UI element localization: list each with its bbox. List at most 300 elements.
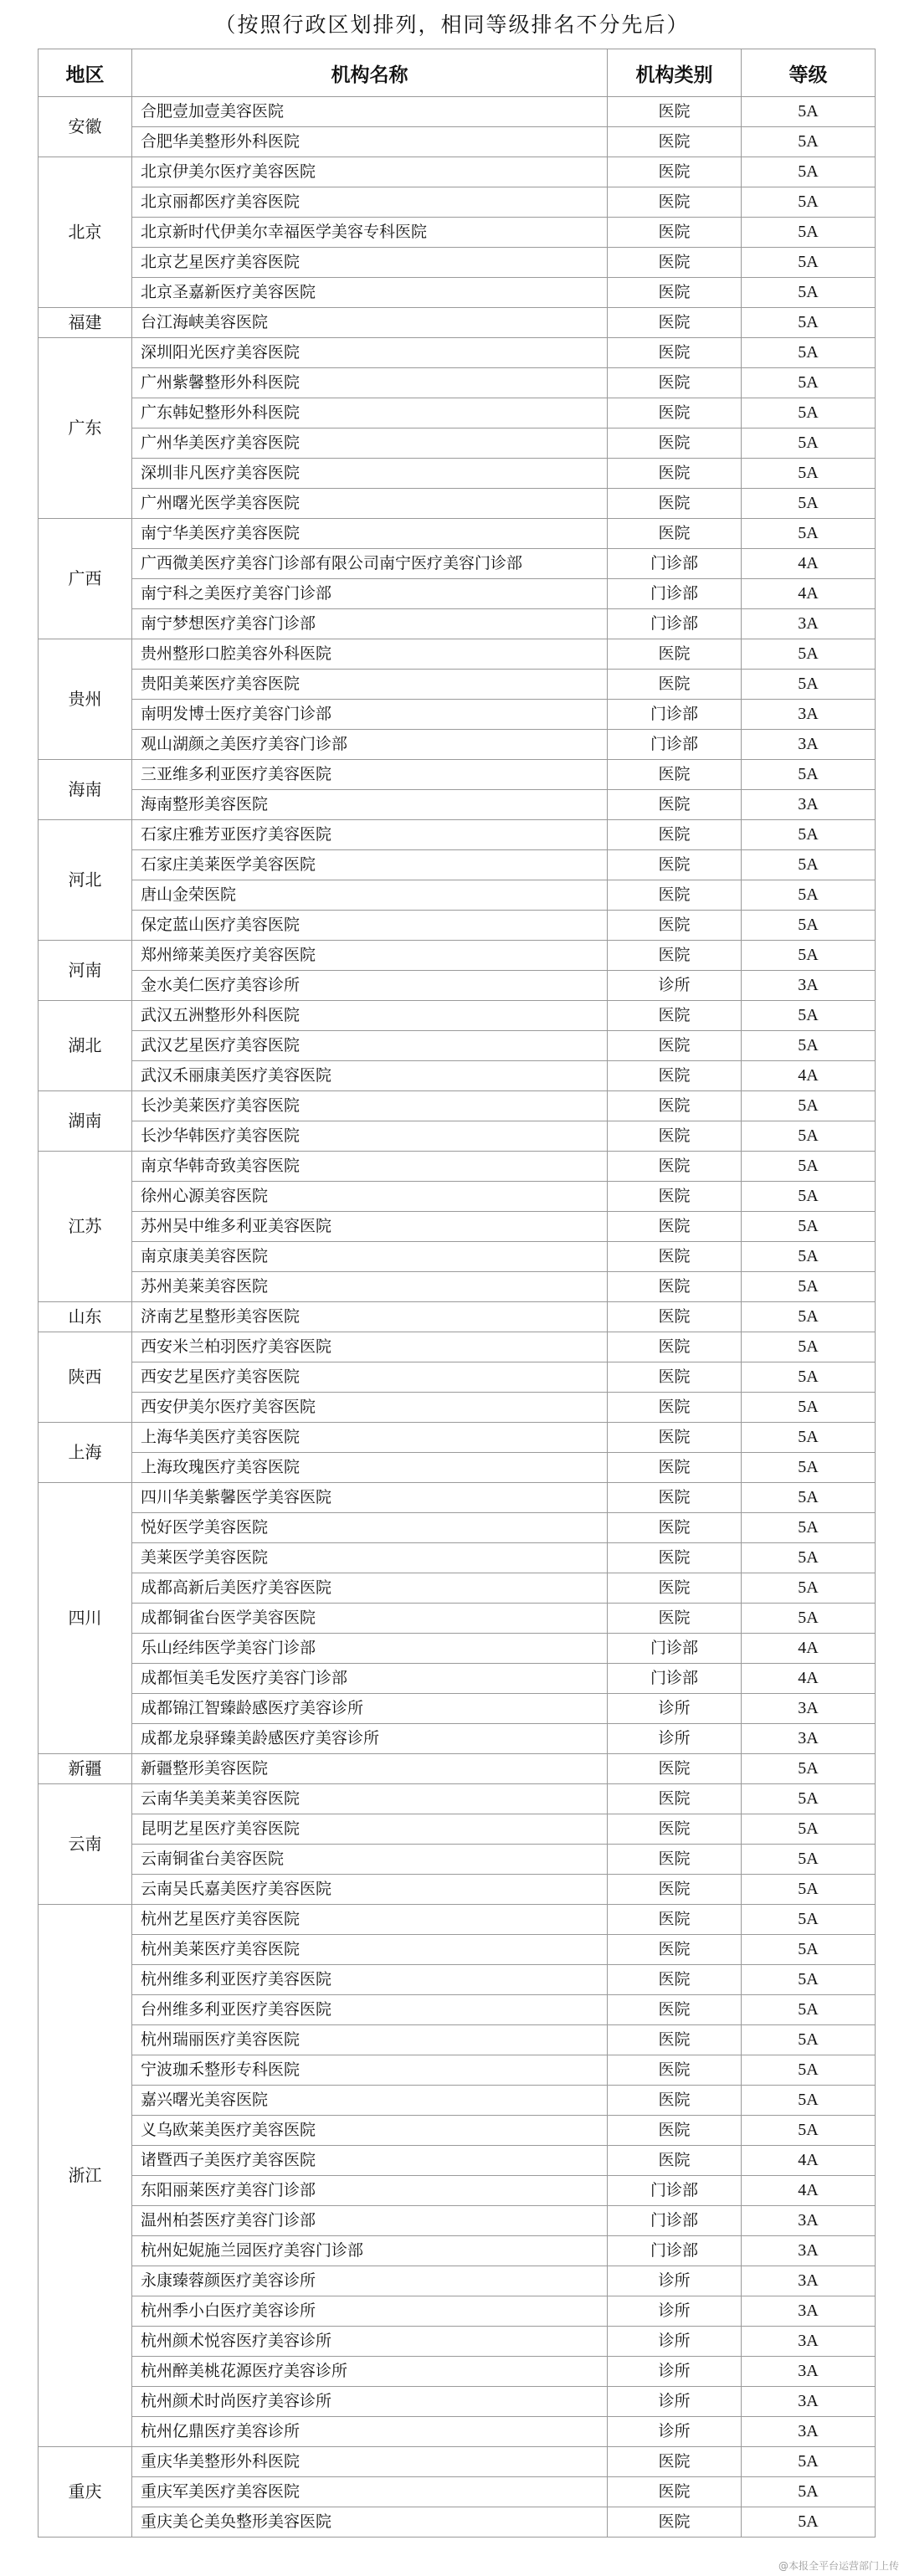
institution-type-cell: 门诊部: [608, 730, 742, 760]
grade-cell: 5A: [742, 1543, 876, 1573]
institution-name-cell: 杭州季小白医疗美容诊所: [132, 2296, 608, 2327]
institution-name-cell: 昆明艺星医疗美容医院: [132, 1814, 608, 1845]
grade-cell: 5A: [742, 1905, 876, 1935]
table-row: [39, 911, 876, 941]
institution-name-cell: 苏州吴中维多利亚美容医院: [132, 1212, 608, 1242]
grade-cell: 5A: [742, 127, 876, 157]
table-row: [39, 489, 876, 519]
institution-type-cell: 医院: [608, 308, 742, 338]
institution-name-cell: 北京圣嘉新医疗美容医院: [132, 278, 608, 308]
table-row: [39, 2236, 876, 2266]
table-row: [39, 549, 876, 579]
institution-type-cell: 医院: [608, 1031, 742, 1061]
institution-name-cell: 上海华美医疗美容医院: [132, 1423, 608, 1453]
region-cell: 上海: [39, 1423, 132, 1483]
table-row: [39, 1784, 876, 1814]
table-row: [39, 1935, 876, 1965]
region-cell: 广西: [39, 519, 132, 639]
institution-type-cell: 医院: [608, 820, 742, 850]
table-row: [39, 368, 876, 398]
institution-type-cell: 医院: [608, 850, 742, 880]
institution-type-cell: 医院: [608, 1362, 742, 1393]
table-row: [39, 1423, 876, 1453]
institution-type-cell: 医院: [608, 1513, 742, 1543]
grade-cell: 4A: [742, 2146, 876, 2176]
institution-type-cell: 医院: [608, 2116, 742, 2146]
institution-name-cell: 悦好医学美容医院: [132, 1513, 608, 1543]
grade-cell: 5A: [742, 398, 876, 428]
institution-name-cell: 嘉兴曙光美容医院: [132, 2086, 608, 2116]
grade-cell: 5A: [742, 368, 876, 398]
table-row: [39, 1272, 876, 1302]
institution-type-cell: 医院: [608, 1845, 742, 1875]
institution-name-cell: 上海玫瑰医疗美容医院: [132, 1453, 608, 1483]
institution-name-cell: 台州维多利亚医疗美容医院: [132, 1995, 608, 2025]
institution-name-cell: 台江海峡美容医院: [132, 308, 608, 338]
grade-cell: 5A: [742, 1362, 876, 1393]
table-row: [39, 2176, 876, 2206]
institution-type-cell: 医院: [608, 1061, 742, 1091]
institution-name-cell: 云南吴氏嘉美医疗美容医院: [132, 1875, 608, 1905]
table-row: [39, 2447, 876, 2477]
grade-cell: 5A: [742, 911, 876, 941]
institution-name-cell: 南京华韩奇致美容医院: [132, 1152, 608, 1182]
grade-cell: 5A: [742, 1814, 876, 1845]
institution-name-cell: 武汉五洲整形外科医院: [132, 1001, 608, 1031]
table-row: [39, 2477, 876, 2507]
table-row: [39, 2266, 876, 2296]
table-row: [39, 1694, 876, 1724]
institution-name-cell: 苏州美莱美容医院: [132, 1272, 608, 1302]
table-body: [39, 97, 876, 2538]
institution-type-cell: 医院: [608, 1393, 742, 1423]
grade-cell: 3A: [742, 2296, 876, 2327]
table-row: [39, 850, 876, 880]
institution-name-cell: 合肥壹加壹美容医院: [132, 97, 608, 127]
institution-type-cell: 诊所: [608, 2357, 742, 2387]
institution-name-cell: 西安米兰柏羽医疗美容医院: [132, 1332, 608, 1362]
institution-name-cell: 四川华美紫馨医学美容医院: [132, 1483, 608, 1513]
institution-name-cell: 长沙华韩医疗美容医院: [132, 1121, 608, 1152]
institution-name-cell: 南明发博士医疗美容门诊部: [132, 700, 608, 730]
institution-type-cell: 医院: [608, 2477, 742, 2507]
table-row: [39, 700, 876, 730]
institution-name-cell: 广州曙光医学美容医院: [132, 489, 608, 519]
table-row: [39, 880, 876, 911]
grade-cell: 5A: [742, 428, 876, 459]
institution-name-cell: 唐山金荣医院: [132, 880, 608, 911]
institution-name-cell: 南宁华美医疗美容医院: [132, 519, 608, 549]
institution-name-cell: 长沙美莱医疗美容医院: [132, 1091, 608, 1121]
table-row: [39, 2025, 876, 2055]
institution-type-cell: 医院: [608, 760, 742, 790]
table-row: [39, 1875, 876, 1905]
table-row: [39, 1001, 876, 1031]
institution-name-cell: 成都恒美毛发医疗美容门诊部: [132, 1664, 608, 1694]
grade-cell: 3A: [742, 971, 876, 1001]
grade-cell: 5A: [742, 1332, 876, 1362]
header-region: 地区: [39, 49, 132, 97]
institution-type-cell: 医院: [608, 1272, 742, 1302]
table-row: [39, 941, 876, 971]
table-row: [39, 2116, 876, 2146]
institution-name-cell: 石家庄雅芳亚医疗美容医院: [132, 820, 608, 850]
institution-type-cell: 医院: [608, 1995, 742, 2025]
institution-name-cell: 杭州颜术悦容医疗美容诊所: [132, 2327, 608, 2357]
table-row: [39, 1724, 876, 1754]
grade-cell: 3A: [742, 700, 876, 730]
institution-type-cell: 医院: [608, 278, 742, 308]
institution-name-cell: 三亚维多利亚医疗美容医院: [132, 760, 608, 790]
institution-name-cell: 成都高新后美医疗美容医院: [132, 1573, 608, 1604]
institution-type-cell: 医院: [608, 1905, 742, 1935]
grade-cell: 3A: [742, 609, 876, 639]
institution-type-cell: 门诊部: [608, 2206, 742, 2236]
region-cell: 福建: [39, 308, 132, 338]
grade-cell: 3A: [742, 2236, 876, 2266]
institution-type-cell: 医院: [608, 911, 742, 941]
institution-name-cell: 杭州亿鼎医疗美容诊所: [132, 2417, 608, 2447]
table-row: [39, 97, 876, 127]
grade-cell: 5A: [742, 157, 876, 187]
institution-type-cell: 医院: [608, 1543, 742, 1573]
institution-name-cell: 南京康美美容医院: [132, 1242, 608, 1272]
grade-cell: 4A: [742, 1634, 876, 1664]
table-row: [39, 2417, 876, 2447]
institution-type-cell: 医院: [608, 97, 742, 127]
grade-cell: 5A: [742, 2447, 876, 2477]
institution-type-cell: 诊所: [608, 2417, 742, 2447]
institution-name-cell: 温州柏荟医疗美容门诊部: [132, 2206, 608, 2236]
table-row: [39, 670, 876, 700]
region-cell: 新疆: [39, 1754, 132, 1784]
grade-cell: 5A: [742, 1121, 876, 1152]
grade-cell: 5A: [742, 1845, 876, 1875]
institution-type-cell: 医院: [608, 1784, 742, 1814]
institution-name-cell: 美莱医学美容医院: [132, 1543, 608, 1573]
institution-type-cell: 医院: [608, 1573, 742, 1604]
institution-type-cell: 医院: [608, 1302, 742, 1332]
region-cell: 云南: [39, 1784, 132, 1905]
institution-name-cell: 北京丽都医疗美容医院: [132, 187, 608, 218]
institution-type-cell: 门诊部: [608, 579, 742, 609]
institution-type-cell: 门诊部: [608, 609, 742, 639]
table-row: [39, 1212, 876, 1242]
institution-type-cell: 医院: [608, 1001, 742, 1031]
grade-cell: 5A: [742, 218, 876, 248]
grade-cell: 5A: [742, 519, 876, 549]
grade-cell: 3A: [742, 2266, 876, 2296]
institution-type-cell: 医院: [608, 1212, 742, 1242]
institution-type-cell: 诊所: [608, 2327, 742, 2357]
institution-type-cell: 门诊部: [608, 1634, 742, 1664]
institution-type-cell: 医院: [608, 398, 742, 428]
table-row: [39, 1634, 876, 1664]
institution-name-cell: 北京新时代伊美尔幸福医学美容专科医院: [132, 218, 608, 248]
institution-type-cell: 医院: [608, 519, 742, 549]
table-row: [39, 218, 876, 248]
table-row: [39, 1302, 876, 1332]
institution-name-cell: 义乌欧莱美医疗美容医院: [132, 2116, 608, 2146]
grade-cell: 5A: [742, 1573, 876, 1604]
table-row: [39, 1332, 876, 1362]
institution-type-cell: 医院: [608, 639, 742, 670]
institution-name-cell: 广州紫馨整形外科医院: [132, 368, 608, 398]
grade-cell: 5A: [742, 489, 876, 519]
institution-name-cell: 杭州妃妮施兰园医疗美容门诊部: [132, 2236, 608, 2266]
table-row: [39, 519, 876, 549]
table-row: [39, 1362, 876, 1393]
institution-name-cell: 广东韩妃整形外科医院: [132, 398, 608, 428]
table-row: [39, 308, 876, 338]
institution-name-cell: 成都龙泉驿臻美龄感医疗美容诊所: [132, 1724, 608, 1754]
grade-cell: 5A: [742, 1453, 876, 1483]
institution-type-cell: 医院: [608, 1604, 742, 1634]
grade-cell: 4A: [742, 1061, 876, 1091]
table-row: [39, 790, 876, 820]
grade-cell: 5A: [742, 670, 876, 700]
table-row: [39, 127, 876, 157]
grade-cell: 5A: [742, 1152, 876, 1182]
table-row: [39, 1091, 876, 1121]
table-row: [39, 1121, 876, 1152]
institution-name-cell: 杭州维多利亚医疗美容医院: [132, 1965, 608, 1995]
institution-type-cell: 医院: [608, 2447, 742, 2477]
table-row: [39, 971, 876, 1001]
table-row: [39, 459, 876, 489]
grade-cell: 3A: [742, 2357, 876, 2387]
table-row: [39, 760, 876, 790]
table-row: [39, 730, 876, 760]
grade-cell: 4A: [742, 549, 876, 579]
institution-name-cell: 海南整形美容医院: [132, 790, 608, 820]
institution-name-cell: 广州华美医疗美容医院: [132, 428, 608, 459]
institution-type-cell: 医院: [608, 1453, 742, 1483]
region-cell: 湖北: [39, 1001, 132, 1091]
table-row: [39, 2296, 876, 2327]
table-row: [39, 2327, 876, 2357]
table-row: [39, 1483, 876, 1513]
table-row: [39, 1965, 876, 1995]
institution-name-cell: 观山湖颜之美医疗美容门诊部: [132, 730, 608, 760]
institution-type-cell: 医院: [608, 790, 742, 820]
institution-name-cell: 深圳阳光医疗美容医院: [132, 338, 608, 368]
grade-cell: 5A: [742, 2025, 876, 2055]
watermark: @本报全平台运营部门上传: [778, 2560, 899, 2572]
institution-type-cell: 医院: [608, 1332, 742, 1362]
institution-name-cell: 重庆军美医疗美容医院: [132, 2477, 608, 2507]
institution-name-cell: 武汉禾丽康美医疗美容医院: [132, 1061, 608, 1091]
institution-name-cell: 云南华美美莱美容医院: [132, 1784, 608, 1814]
institution-type-cell: 诊所: [608, 2296, 742, 2327]
grade-cell: 3A: [742, 1724, 876, 1754]
table-row: [39, 1995, 876, 2025]
institution-name-cell: 云南铜雀台美容医院: [132, 1845, 608, 1875]
region-cell: 北京: [39, 157, 132, 308]
grade-cell: 5A: [742, 2477, 876, 2507]
grade-cell: 5A: [742, 1483, 876, 1513]
table-row: [39, 1814, 876, 1845]
table-row: [39, 157, 876, 187]
region-cell: 河北: [39, 820, 132, 941]
institution-type-cell: 医院: [608, 1091, 742, 1121]
institution-name-cell: 杭州颜术时尚医疗美容诊所: [132, 2387, 608, 2417]
table-row: [39, 1031, 876, 1061]
grade-cell: 5A: [742, 850, 876, 880]
institution-name-cell: 成都铜雀台医学美容医院: [132, 1604, 608, 1634]
institution-type-cell: 医院: [608, 1875, 742, 1905]
institution-name-cell: 南宁梦想医疗美容门诊部: [132, 609, 608, 639]
grade-cell: 5A: [742, 1393, 876, 1423]
institution-type-cell: 门诊部: [608, 549, 742, 579]
institution-name-cell: 北京艺星医疗美容医院: [132, 248, 608, 278]
table-row: [39, 1845, 876, 1875]
institution-type-cell: 医院: [608, 338, 742, 368]
grade-cell: 5A: [742, 1182, 876, 1212]
institution-name-cell: 济南艺星整形美容医院: [132, 1302, 608, 1332]
institution-name-cell: 乐山经纬医学美容门诊部: [132, 1634, 608, 1664]
table-row: [39, 639, 876, 670]
grade-cell: 4A: [742, 1664, 876, 1694]
institution-type-cell: 医院: [608, 1935, 742, 1965]
grade-cell: 5A: [742, 278, 876, 308]
institution-table: [38, 49, 876, 2538]
grade-cell: 5A: [742, 1091, 876, 1121]
grade-cell: 5A: [742, 2086, 876, 2116]
table-row: [39, 2055, 876, 2086]
region-cell: 江苏: [39, 1152, 132, 1302]
institution-name-cell: 贵阳美莱医疗美容医院: [132, 670, 608, 700]
table-row: [39, 1513, 876, 1543]
institution-name-cell: 郑州缔莱美医疗美容医院: [132, 941, 608, 971]
region-cell: 陕西: [39, 1332, 132, 1423]
header-row: [39, 49, 876, 97]
grade-cell: 5A: [742, 760, 876, 790]
institution-type-cell: 门诊部: [608, 2236, 742, 2266]
table-row: [39, 2206, 876, 2236]
header-name: 机构名称: [132, 49, 608, 97]
institution-type-cell: 医院: [608, 2507, 742, 2538]
institution-type-cell: 医院: [608, 1965, 742, 1995]
table-row: [39, 820, 876, 850]
table-row: [39, 338, 876, 368]
institution-type-cell: 医院: [608, 1754, 742, 1784]
institution-name-cell: 杭州醉美桃花源医疗美容诊所: [132, 2357, 608, 2387]
grade-cell: 5A: [742, 2116, 876, 2146]
institution-type-cell: 医院: [608, 1483, 742, 1513]
grade-cell: 5A: [742, 1302, 876, 1332]
table-row: [39, 2387, 876, 2417]
grade-cell: 5A: [742, 820, 876, 850]
institution-type-cell: 医院: [608, 127, 742, 157]
header-grade: 等级: [742, 49, 876, 97]
institution-type-cell: 医院: [608, 489, 742, 519]
region-cell: 安徽: [39, 97, 132, 157]
institution-name-cell: 金水美仁医疗美容诊所: [132, 971, 608, 1001]
institution-name-cell: 重庆华美整形外科医院: [132, 2447, 608, 2477]
grade-cell: 5A: [742, 308, 876, 338]
institution-type-cell: 医院: [608, 2055, 742, 2086]
table-row: [39, 1664, 876, 1694]
institution-type-cell: 医院: [608, 187, 742, 218]
grade-cell: 5A: [742, 1935, 876, 1965]
grade-cell: 4A: [742, 579, 876, 609]
institution-type-cell: 诊所: [608, 1694, 742, 1724]
grade-cell: 5A: [742, 639, 876, 670]
institution-name-cell: 合肥华美整形外科医院: [132, 127, 608, 157]
grade-cell: 3A: [742, 2387, 876, 2417]
grade-cell: 5A: [742, 1604, 876, 1634]
grade-cell: 5A: [742, 1001, 876, 1031]
table-row: [39, 278, 876, 308]
grade-cell: 3A: [742, 2206, 876, 2236]
grade-cell: 5A: [742, 1513, 876, 1543]
grade-cell: 3A: [742, 2417, 876, 2447]
grade-cell: 5A: [742, 248, 876, 278]
grade-cell: 5A: [742, 459, 876, 489]
institution-name-cell: 东阳丽莱医疗美容门诊部: [132, 2176, 608, 2206]
table-row: [39, 1905, 876, 1935]
table-row: [39, 2357, 876, 2387]
table-row: [39, 1242, 876, 1272]
region-cell: 贵州: [39, 639, 132, 760]
institution-name-cell: 武汉艺星医疗美容医院: [132, 1031, 608, 1061]
region-cell: 湖南: [39, 1091, 132, 1152]
region-cell: 山东: [39, 1302, 132, 1332]
institution-type-cell: 医院: [608, 1242, 742, 1272]
grade-cell: 5A: [742, 2055, 876, 2086]
table-caption: （按照行政区划排列，相同等级排名不分先后）: [214, 13, 690, 37]
institution-name-cell: 永康臻蓉颜医疗美容诊所: [132, 2266, 608, 2296]
institution-type-cell: 医院: [608, 941, 742, 971]
institution-type-cell: 医院: [608, 1423, 742, 1453]
grade-cell: 5A: [742, 1754, 876, 1784]
institution-type-cell: 诊所: [608, 2387, 742, 2417]
table-row: [39, 2146, 876, 2176]
institution-type-cell: 诊所: [608, 971, 742, 1001]
table-row: [39, 579, 876, 609]
grade-cell: 3A: [742, 2327, 876, 2357]
grade-cell: 5A: [742, 187, 876, 218]
table-row: [39, 187, 876, 218]
institution-name-cell: 徐州心源美容医院: [132, 1182, 608, 1212]
table-row: [39, 1754, 876, 1784]
institution-type-cell: 医院: [608, 218, 742, 248]
institution-type-cell: 医院: [608, 157, 742, 187]
table-row: [39, 1453, 876, 1483]
region-cell: 浙江: [39, 1905, 132, 2447]
institution-type-cell: 医院: [608, 1152, 742, 1182]
institution-name-cell: 重庆美仑美奂整形美容医院: [132, 2507, 608, 2538]
grade-cell: 5A: [742, 880, 876, 911]
institution-type-cell: 医院: [608, 1814, 742, 1845]
institution-type-cell: 医院: [608, 2146, 742, 2176]
institution-type-cell: 医院: [608, 2025, 742, 2055]
institution-name-cell: 西安伊美尔医疗美容医院: [132, 1393, 608, 1423]
institution-name-cell: 新疆整形美容医院: [132, 1754, 608, 1784]
institution-name-cell: 成都锦江智臻龄感医疗美容诊所: [132, 1694, 608, 1724]
grade-cell: 5A: [742, 1875, 876, 1905]
grade-cell: 5A: [742, 1031, 876, 1061]
institution-type-cell: 门诊部: [608, 700, 742, 730]
institution-name-cell: 石家庄美莱医学美容医院: [132, 850, 608, 880]
table-row: [39, 2086, 876, 2116]
table-row: [39, 1061, 876, 1091]
institution-name-cell: 杭州瑞丽医疗美容医院: [132, 2025, 608, 2055]
institution-name-cell: 贵州整形口腔美容外科医院: [132, 639, 608, 670]
region-cell: 海南: [39, 760, 132, 820]
grade-cell: 3A: [742, 1694, 876, 1724]
